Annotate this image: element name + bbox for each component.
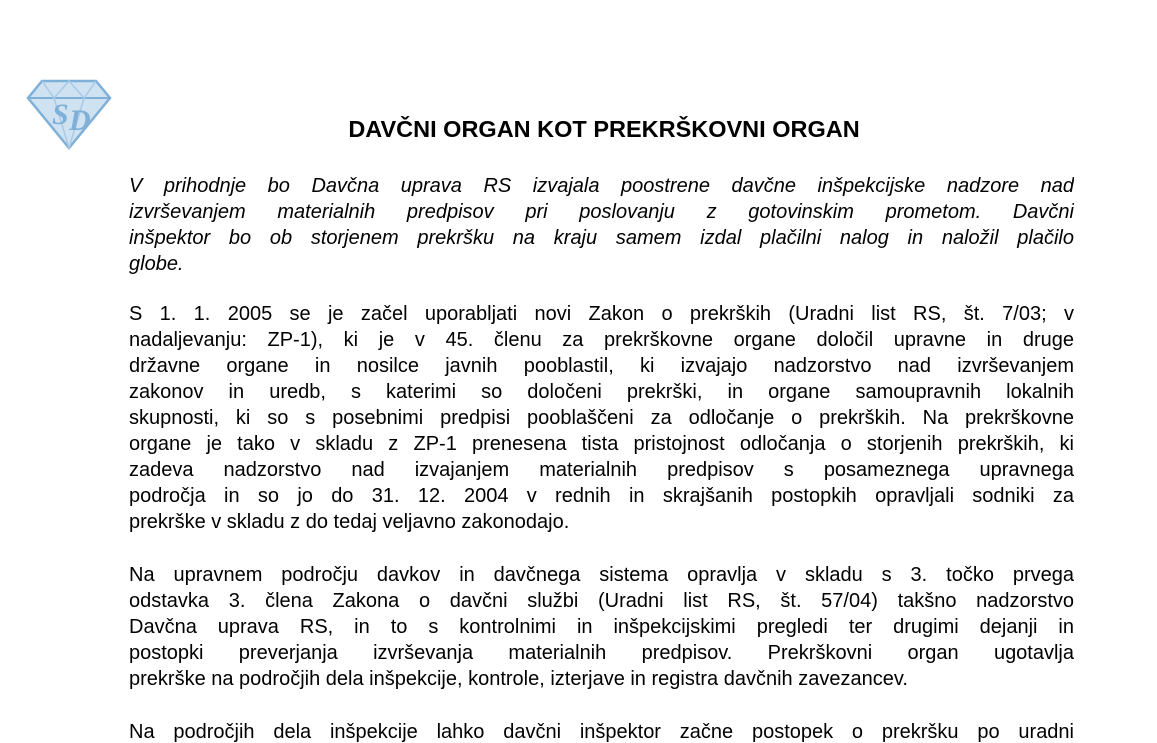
paragraph-line: Davčna uprava RS, in to s kontrolnimi in inšpekcijskimi pregledi ter drugimi dejanji in: [129, 616, 1074, 638]
paragraph-line: S 1. 1. 2005 se je začel uporabljati novi Zakon o prekrških (Uradni list RS, št. 7/03; v: [129, 303, 1074, 325]
paragraph-line: inšpektor bo ob storjenem prekršku na kraju samem izdal plačilni nalog in naložil plačilo: [129, 227, 1074, 249]
paragraph-line: nadaljevanju: ZP-1), ki je v 45. členu za prekrškovne organe določil upravne in druge: [129, 329, 1074, 351]
paragraph-line: prekrške na področjih dela inšpekcije, kontrole, izterjave in registra davčnih zavezancev.: [129, 668, 908, 690]
paragraph-line: prekrške v skladu z do tedaj veljavno zakonodajo.: [129, 511, 570, 533]
paragraph-line: organe je tako v skladu z ZP-1 prenesena tista pristojnost odločanja o storjenih prekrških, ki: [129, 433, 1074, 455]
paragraph-line: Na upravnem področju davkov in davčnega sistema opravlja v skladu s 3. točko prvega: [129, 564, 1074, 586]
document-title: DAVČNI ORGAN KOT PREKRŠKOVNI ORGAN: [348, 116, 860, 142]
paragraph-line: področja in so jo do 31. 12. 2004 v rednih in skrajšanih postopkih opravljali sodniki za: [129, 485, 1074, 507]
paragraph-line: skupnosti, ki so s posebnimi predpisi pooblaščeni za odločanje o prekrških. Na prekrškovne: [129, 407, 1074, 429]
svg-text:D: D: [69, 104, 91, 137]
paragraph-line: odstavka 3. člena Zakona o davčni službi (Uradni list RS, št. 57/04) takšno nadzorstvo: [129, 590, 1074, 612]
paragraph-line: zadeva nadzorstvo nad izvajanjem materialnih predpisov s posameznega upravnega: [129, 459, 1074, 481]
document-body: [129, 0, 1074, 743]
paragraph-line: Na področjih dela inšpekcije lahko davčni inšpektor začne postopek o prekršku po uradni: [129, 721, 1074, 743]
svg-text:S: S: [52, 98, 69, 131]
paragraph-line: V prihodnje bo Davčna uprava RS izvajala poostrene davčne inšpekcijske nadzore nad: [129, 175, 1074, 197]
paragraph-line: postopki preverjanja izvrševanja materialnih predpisov. Prekrškovni organ ugotavlja: [129, 642, 1074, 664]
paragraph-line: globe.: [129, 253, 184, 275]
paragraph-line: državne organe in nosilce javnih pooblastil, ki izvajajo nadzorstvo nad izvrševanjem: [129, 355, 1074, 377]
paragraph-line: zakonov in uredb, s katerimi so določeni prekrški, in organe samoupravnih lokalnih: [129, 381, 1074, 403]
paragraph-line: izvrševanjem materialnih predpisov pri poslovanju z gotovinskim prometom. Davčni: [129, 201, 1074, 223]
